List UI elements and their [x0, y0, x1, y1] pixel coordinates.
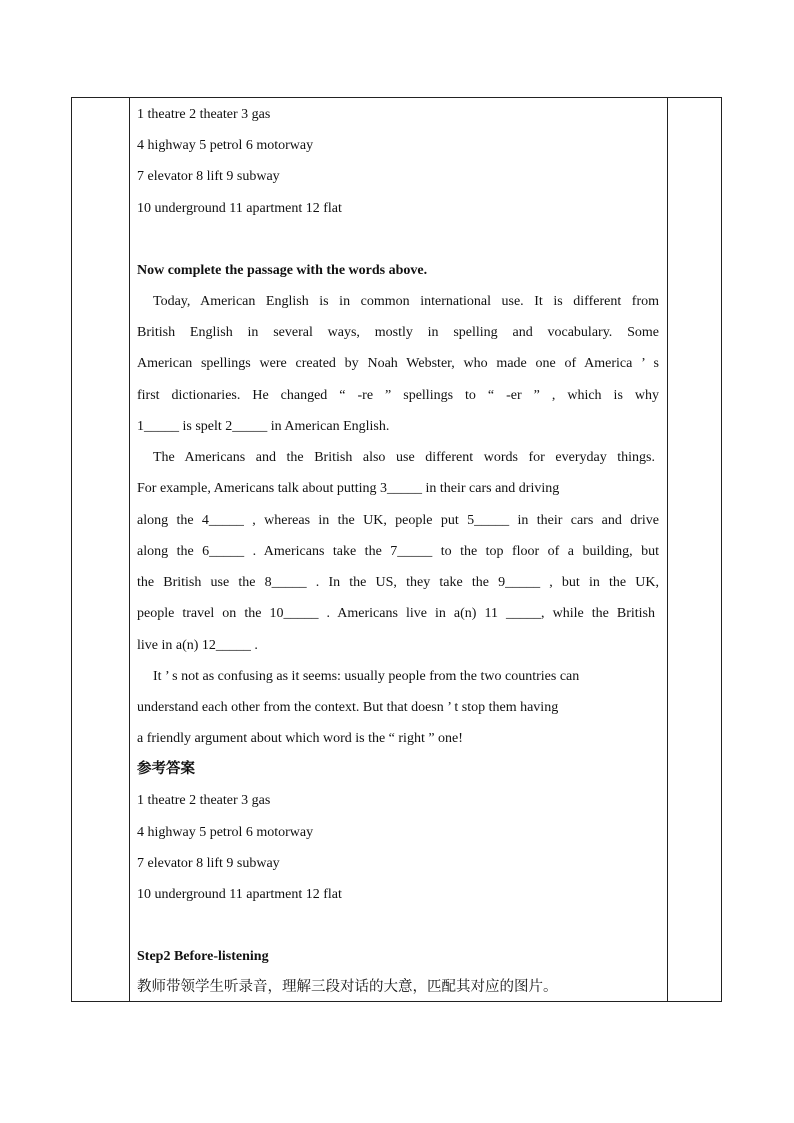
step2-heading: Step2 Before-listening	[137, 949, 269, 964]
passage-line: For example, Americans talk about putting 3_____ in their cars and driving	[137, 481, 560, 496]
passage-line: the British use the 8_____ . In the US, they take the 9_____ , but in the UK,	[137, 575, 659, 590]
passage-line: live in a(n) 12_____ .	[137, 638, 258, 653]
passage-line: 1_____ is spelt 2_____ in American English.	[137, 419, 390, 434]
word-list-line: 7 elevator 8 lift 9 subway	[137, 169, 280, 184]
passage-line: British English in several ways, mostly in spelling and vocabulary. Some	[137, 325, 659, 340]
answer-heading: 参考答案	[137, 761, 195, 777]
passage-line: understand each other from the context. But that doesn ’ t stop them having	[137, 700, 559, 715]
passage-line: Today, American English is in common international use. It is different from	[153, 294, 659, 309]
passage-line: It ’ s not as confusing as it seems: usually people from the two countries can	[153, 669, 580, 684]
passage-line: along the 4_____ , whereas in the UK, people put 5_____ in their cars and drive	[137, 513, 659, 528]
answer-line: 1 theatre 2 theater 3 gas	[137, 793, 271, 808]
passage-line: a friendly argument about which word is the “ right ” one!	[137, 731, 463, 746]
word-list-line: 4 highway 5 petrol 6 motorway	[137, 138, 314, 153]
task-heading: Now complete the passage with the words above.	[137, 263, 428, 278]
passage-line: first dictionaries. He changed “ -re ” spellings to “ -er ” , which is why	[137, 388, 659, 403]
passage-line: along the 6_____ . Americans take the 7_____ to the top floor of a building, but	[137, 544, 659, 559]
lesson-table	[71, 97, 722, 1002]
answer-line: 7 elevator 8 lift 9 subway	[137, 856, 280, 871]
answer-line: 10 underground 11 apartment 12 flat	[137, 887, 342, 902]
word-list-line: 10 underground 11 apartment 12 flat	[137, 201, 342, 216]
passage-line: The Americans and the British also use different words for everyday things.	[153, 450, 655, 465]
answer-line: 4 highway 5 petrol 6 motorway	[137, 825, 314, 840]
passage-line: people travel on the 10_____ . Americans live in a(n) 11 _____, while the British	[137, 606, 655, 621]
column-divider-left	[129, 98, 130, 1001]
word-list-line: 1 theatre 2 theater 3 gas	[137, 107, 271, 122]
column-divider-right	[667, 98, 668, 1001]
passage-line: American spellings were created by Noah Webster, who made one of America ’ s	[137, 356, 659, 371]
step2-instruction: 教师带领学生听录音，理解三段对话的大意，匹配其对应的图片。	[137, 979, 558, 995]
